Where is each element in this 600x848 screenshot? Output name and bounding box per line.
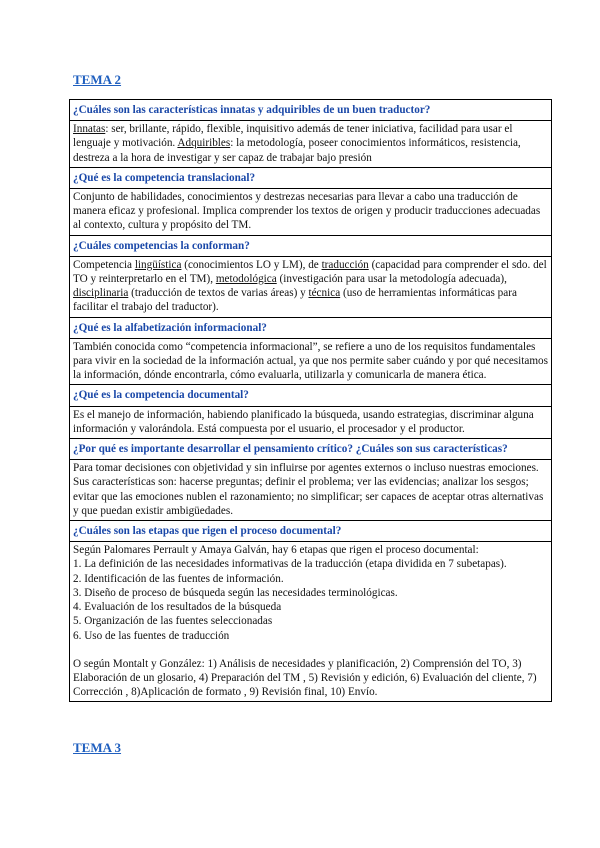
answer-3-text-a: Competencia [73, 258, 135, 271]
answer-3-text-e: (traducción de textos de varias áreas) y [128, 287, 309, 300]
answer-1-text-a: : ser, brillante, rápido, flexible, inquisitivo además de tener iniciativa, facilidad para usar el lenguaje y motivación. [73, 123, 513, 150]
qa-table [69, 99, 552, 702]
question-3: ¿Cuáles competencias la conforman? [70, 235, 552, 256]
answer-3-text-c: (capacidad para comprender el sdo. del TO y reinterpretarlo en el TM), [73, 258, 547, 286]
question-2: ¿Qué es la competencia translacional? [70, 167, 552, 188]
step-5: 5. Organización de las fuentes seleccionadas [73, 615, 273, 628]
answer-3-text-f: (uso de herramientas informáticas para facilitar el trabajo del traductor). [73, 287, 517, 314]
answer-1 [70, 121, 552, 168]
tema-3-heading[interactable]: TEMA 3 [73, 740, 122, 755]
answer-3-text-b: (conocimientos LO y LM), de [181, 258, 322, 271]
adquiribles-term: Adquiribles [177, 137, 231, 150]
step-3: 3. Diseño de proceso de búsqueda según las necesidades terminológicas. [73, 586, 398, 599]
question-4: ¿Qué es la alfabetización informacional? [70, 317, 552, 338]
answer-7-intro: Según Palomares Perrault y Amaya Galván, hay 6 etapas que rigen el proceso documental: [73, 544, 479, 557]
answer-7 [70, 542, 552, 702]
step-6: 6. Uso de las fuentes de traducción [73, 629, 230, 642]
answer-2: Conjunto de habilidades, conocimientos y destrezas necesarias para llevar a cabo una traducción de manera eficaz y profesional. Implica comprender los textos de origen y producir traducciones adecuadas al contexto, cultura y propósito del TM. [70, 189, 552, 236]
term-linguistica: lingüística [134, 258, 182, 271]
question-5: ¿Qué es la competencia documental? [70, 385, 552, 406]
question-7: ¿Cuáles son las etapas que rigen el proceso documental? [70, 521, 552, 542]
term-disciplinaria: disciplinaria [73, 287, 129, 300]
term-traduccion: traducción [321, 258, 369, 271]
answer-4: También conocida como “competencia informacional”, se refiere a uno de los requisitos fundamentales para vivir en la sociedad de la información actual, ya que nos permite saber cuándo y por qué necesitamos la información, dónde encontrarla, cómo evaluarla, utilizarla y comunicarla de manera ética. [70, 338, 552, 385]
answer-5: Es el manejo de información, habiendo planificado la búsqueda, usando estrategias, discriminar alguna información y valorándola. Está compuesta por el usuario, el procesador y el productor. [70, 406, 552, 438]
question-1: ¿Cuáles son las características innatas y adquiribles de un buen traductor? [70, 100, 552, 121]
term-tecnica: técnica [308, 287, 341, 300]
step-1: 1. La definición de las necesidades informativas de la traducción (etapa dividida en 7 subetapas). [73, 558, 507, 571]
innatas-term: Innatas [73, 123, 106, 136]
answer-3-text-d: (investigación para usar la metodología adecuada), [276, 273, 507, 286]
step-2: 2. Identificación de las fuentes de información. [73, 572, 284, 585]
answer-6: Para tomar decisiones con objetividad y sin influirse por agentes externos o incluso nuestras emociones. Sus características son: hacerse preguntas; definir el problema; ver las evidencias; analizar los sesgos; evitar que las emociones nublen el razonamiento; no simplificar; ser capaces de aceptar otras alternativas y que puedan existir ambigüedades. [70, 460, 552, 521]
question-6: ¿Por qué es importante desarrollar el pensamiento crítico? ¿Cuáles son sus características? [70, 439, 552, 460]
spacer [73, 643, 548, 657]
answer-7-outro: O según Montalt y González: 1) Análisis de necesidades y planificación, 2) Comprensión del TO, 3) Elaboración de un glosario, 4) Preparación del TM , 5) Revisión y edición, 6) Evaluación del cliente, 7) Corrección , 8)Aplicación de formato , 9) Revisión final, 10) Envío. [73, 657, 537, 699]
answer-3 [70, 256, 552, 317]
tema-2-heading[interactable]: TEMA 2 [73, 72, 122, 87]
term-metodologica: metodológica [215, 273, 277, 286]
answer-1-text-b: : la metodología, poseer conocimientos informáticos, resistencia, destreza a la hora de investigar y ser capaz de trabajar bajo presión [73, 137, 521, 164]
step-4: 4. Evaluación de los resultados de la búsqueda [73, 601, 282, 614]
